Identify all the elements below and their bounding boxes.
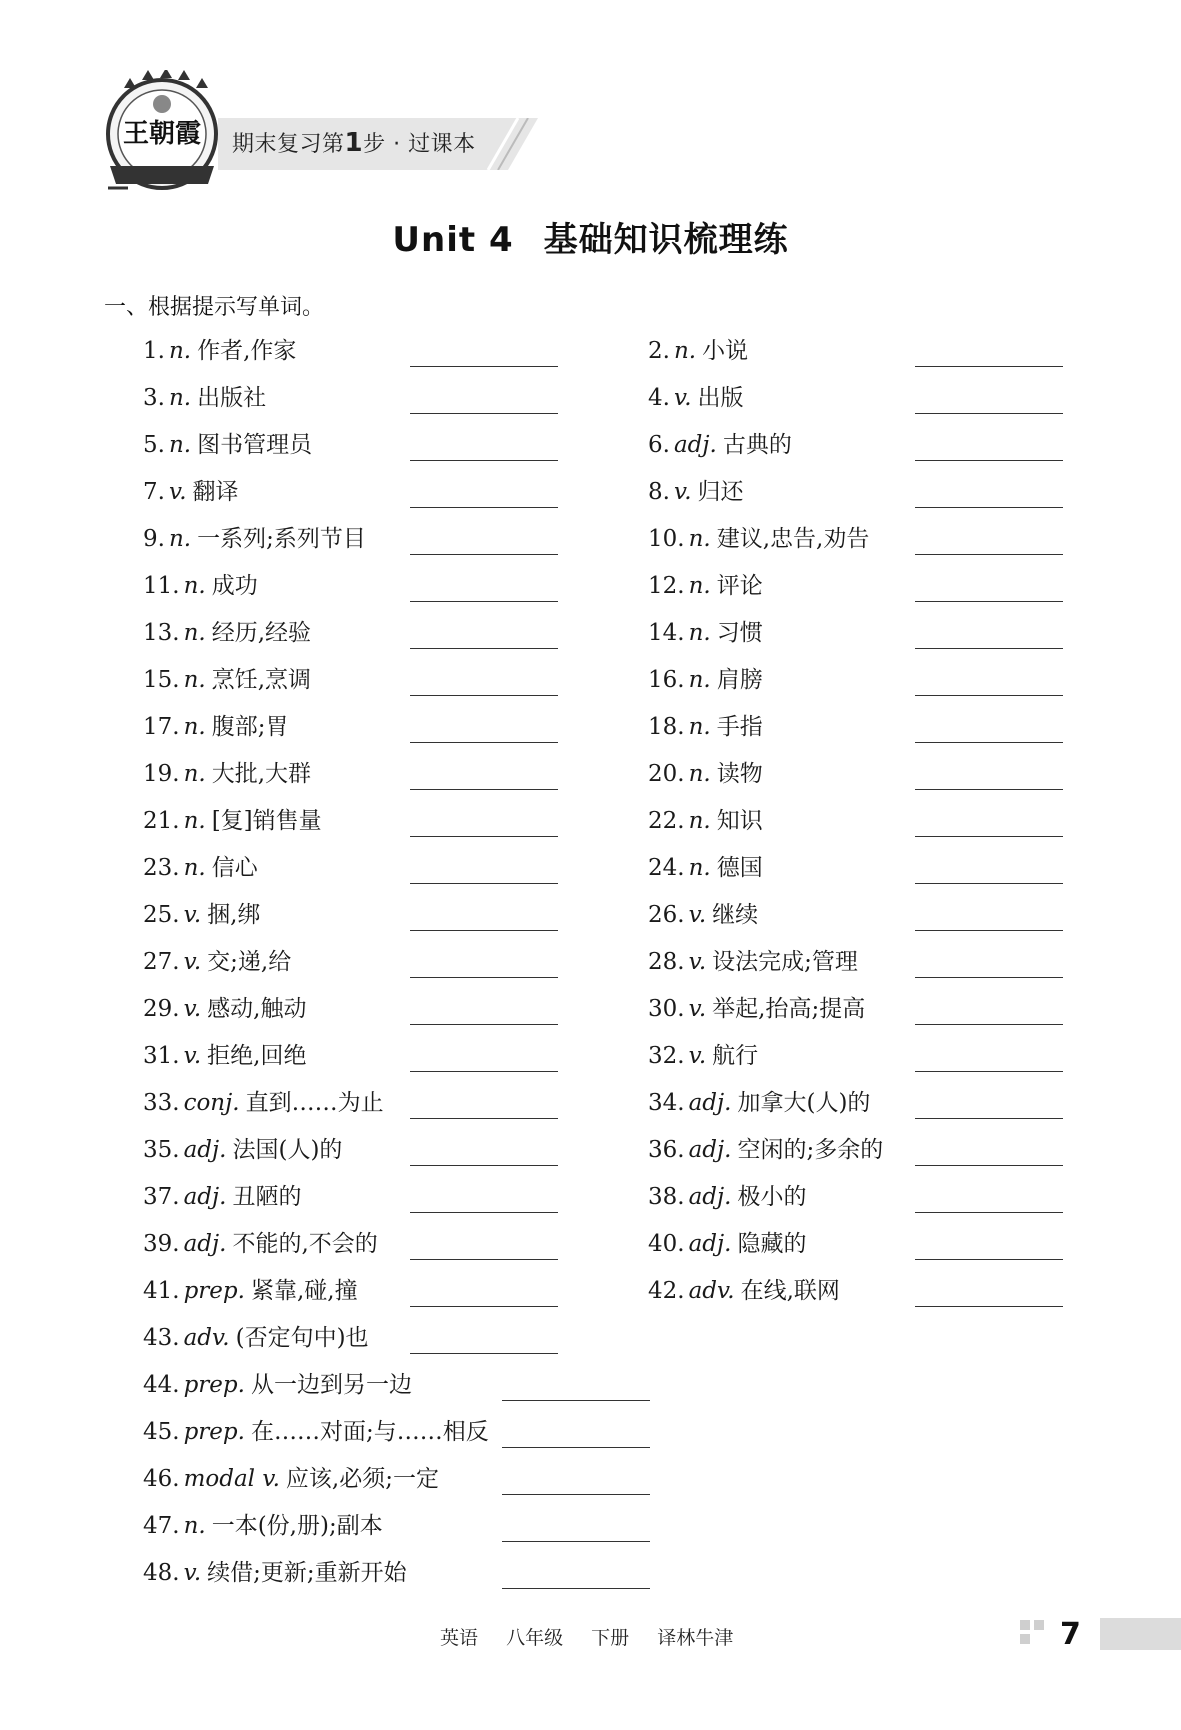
banner-suffix: 步 · 过课本 bbox=[363, 132, 476, 157]
item-number: 20. bbox=[648, 761, 685, 787]
list-item bbox=[648, 994, 865, 1024]
list-item bbox=[143, 1088, 384, 1118]
item-part-of-speech: prep. bbox=[183, 1372, 245, 1398]
answer-blank[interactable] bbox=[410, 413, 558, 414]
list-item bbox=[143, 430, 312, 460]
answer-blank[interactable] bbox=[915, 601, 1063, 602]
item-part-of-speech: prep. bbox=[183, 1419, 245, 1445]
item-meaning: 古典的 bbox=[722, 432, 792, 458]
list-item bbox=[143, 806, 322, 836]
item-meaning: 建议,忠告,劝告 bbox=[716, 526, 870, 552]
item-part-of-speech: n. bbox=[688, 526, 711, 552]
list-item bbox=[143, 383, 266, 413]
answer-blank[interactable] bbox=[915, 1071, 1063, 1072]
footer-decor bbox=[1020, 1634, 1030, 1644]
footer-info bbox=[440, 1623, 755, 1650]
item-meaning: 感动,触动 bbox=[207, 996, 307, 1022]
item-number: 42. bbox=[648, 1278, 685, 1304]
item-number: 4. bbox=[648, 385, 670, 411]
item-meaning: 知识 bbox=[716, 808, 763, 834]
list-item bbox=[143, 1370, 412, 1400]
item-part-of-speech: v. bbox=[688, 996, 707, 1022]
list-item bbox=[143, 712, 288, 742]
item-part-of-speech: n. bbox=[688, 573, 711, 599]
list-item bbox=[648, 1135, 883, 1165]
item-part-of-speech: v. bbox=[183, 902, 202, 928]
answer-blank[interactable] bbox=[915, 1306, 1063, 1307]
list-item bbox=[648, 665, 763, 695]
item-meaning: 设法完成;管理 bbox=[712, 949, 858, 975]
item-meaning: 翻译 bbox=[192, 479, 239, 505]
answer-blank[interactable] bbox=[915, 460, 1063, 461]
item-meaning: 作者,作家 bbox=[197, 338, 297, 364]
footer-grade: 八年级 bbox=[506, 1627, 564, 1649]
answer-blank[interactable] bbox=[502, 1447, 650, 1448]
item-number: 8. bbox=[648, 479, 670, 505]
item-meaning: 腹部;胃 bbox=[211, 714, 289, 740]
answer-blank[interactable] bbox=[502, 1494, 650, 1495]
item-meaning: 直到……为止 bbox=[245, 1090, 384, 1116]
item-number: 22. bbox=[648, 808, 685, 834]
item-part-of-speech: v. bbox=[688, 902, 707, 928]
item-number: 30. bbox=[648, 996, 685, 1022]
answer-blank[interactable] bbox=[915, 836, 1063, 837]
list-item bbox=[143, 1276, 358, 1306]
item-meaning: 丑陋的 bbox=[232, 1184, 302, 1210]
item-number: 44. bbox=[143, 1372, 180, 1398]
list-item bbox=[143, 524, 366, 554]
item-meaning: 烹饪,烹调 bbox=[211, 667, 312, 693]
list-item bbox=[648, 524, 869, 554]
list-item bbox=[648, 1229, 806, 1259]
item-part-of-speech: adj. bbox=[688, 1231, 732, 1257]
list-item bbox=[648, 900, 758, 930]
answer-blank[interactable] bbox=[915, 413, 1063, 414]
footer-subject: 英语 bbox=[440, 1627, 479, 1649]
answer-blank[interactable] bbox=[410, 883, 558, 884]
item-part-of-speech: v. bbox=[168, 479, 187, 505]
unit-label: Unit 4 bbox=[392, 220, 514, 260]
item-number: 46. bbox=[143, 1466, 180, 1492]
answer-blank[interactable] bbox=[915, 648, 1063, 649]
item-number: 37. bbox=[143, 1184, 180, 1210]
item-number: 25. bbox=[143, 902, 180, 928]
item-number: 34. bbox=[648, 1090, 685, 1116]
answer-blank[interactable] bbox=[502, 1400, 650, 1401]
footer-edition: 译林牛津 bbox=[657, 1627, 734, 1649]
answer-blank[interactable] bbox=[410, 977, 558, 978]
item-number: 40. bbox=[648, 1231, 685, 1257]
page-number-bar bbox=[1100, 1618, 1181, 1650]
item-meaning: [复]销售量 bbox=[211, 808, 322, 834]
answer-blank[interactable] bbox=[915, 1212, 1063, 1213]
item-meaning: 一系列;系列节目 bbox=[197, 526, 366, 552]
answer-blank[interactable] bbox=[915, 695, 1063, 696]
item-part-of-speech: n. bbox=[183, 761, 206, 787]
list-item bbox=[143, 1464, 439, 1494]
list-item bbox=[648, 618, 763, 648]
answer-blank[interactable] bbox=[410, 507, 558, 508]
item-part-of-speech: n. bbox=[183, 1513, 206, 1539]
item-part-of-speech: n. bbox=[688, 714, 711, 740]
item-number: 24. bbox=[648, 855, 685, 881]
answer-blank[interactable] bbox=[915, 883, 1063, 884]
answer-blank[interactable] bbox=[915, 789, 1063, 790]
list-item bbox=[143, 759, 311, 789]
item-meaning: 信心 bbox=[211, 855, 258, 881]
item-meaning: 法国(人)的 bbox=[232, 1137, 343, 1163]
item-meaning: 一本(份,册);副本 bbox=[211, 1513, 383, 1539]
answer-blank[interactable] bbox=[410, 742, 558, 743]
item-number: 27. bbox=[143, 949, 180, 975]
item-meaning: 加拿大(人)的 bbox=[737, 1090, 871, 1116]
item-meaning: 成功 bbox=[211, 573, 258, 599]
item-part-of-speech: n. bbox=[168, 526, 192, 552]
item-number: 43. bbox=[143, 1325, 180, 1351]
item-number: 9. bbox=[143, 526, 165, 552]
item-number: 47. bbox=[143, 1513, 180, 1539]
list-item bbox=[143, 947, 291, 977]
list-item bbox=[143, 994, 306, 1024]
list-item bbox=[648, 477, 744, 507]
topic-label: 基础知识梳理练 bbox=[543, 220, 789, 260]
page-title bbox=[0, 212, 1181, 261]
item-part-of-speech: n. bbox=[688, 620, 711, 646]
item-meaning: 手指 bbox=[716, 714, 763, 740]
item-meaning: 从一边到另一边 bbox=[250, 1372, 412, 1398]
answer-blank[interactable] bbox=[410, 1212, 558, 1213]
list-item bbox=[648, 853, 763, 883]
item-part-of-speech: v. bbox=[183, 1043, 202, 1069]
item-meaning: 出版社 bbox=[197, 385, 267, 411]
list-item bbox=[648, 806, 763, 836]
item-part-of-speech: n. bbox=[168, 385, 192, 411]
item-part-of-speech: n. bbox=[168, 432, 192, 458]
item-number: 36. bbox=[648, 1137, 685, 1163]
answer-blank[interactable] bbox=[410, 695, 558, 696]
item-part-of-speech: n. bbox=[688, 667, 711, 693]
answer-blank[interactable] bbox=[915, 1118, 1063, 1119]
item-part-of-speech: v. bbox=[688, 949, 707, 975]
item-part-of-speech: v. bbox=[183, 996, 202, 1022]
item-meaning: 出版 bbox=[697, 385, 744, 411]
item-part-of-speech: adj. bbox=[688, 1184, 732, 1210]
item-meaning: (否定句中)也 bbox=[235, 1325, 369, 1351]
item-number: 48. bbox=[143, 1560, 180, 1586]
item-number: 10. bbox=[648, 526, 685, 552]
list-item bbox=[648, 430, 792, 460]
item-part-of-speech: n. bbox=[688, 808, 711, 834]
item-part-of-speech: conj. bbox=[183, 1090, 240, 1116]
item-number: 3. bbox=[143, 385, 165, 411]
item-number: 29. bbox=[143, 996, 180, 1022]
item-meaning: 归还 bbox=[697, 479, 744, 505]
item-meaning: 紧靠,碰,撞 bbox=[250, 1278, 358, 1304]
item-number: 38. bbox=[648, 1184, 685, 1210]
item-meaning: 捆,绑 bbox=[207, 902, 261, 928]
item-meaning: 空闲的;多余的 bbox=[737, 1137, 884, 1163]
banner-prefix: 期末复习第 bbox=[232, 132, 345, 157]
item-part-of-speech: v. bbox=[183, 949, 202, 975]
item-meaning: 极小的 bbox=[737, 1184, 807, 1210]
item-meaning: 拒绝,回绝 bbox=[207, 1043, 307, 1069]
answer-blank[interactable] bbox=[410, 601, 558, 602]
item-number: 7. bbox=[143, 479, 165, 505]
item-part-of-speech: n. bbox=[183, 855, 206, 881]
item-part-of-speech: n. bbox=[183, 573, 206, 599]
item-part-of-speech: n. bbox=[673, 338, 697, 364]
item-number: 45. bbox=[143, 1419, 180, 1445]
list-item bbox=[143, 1511, 383, 1541]
item-number: 12. bbox=[648, 573, 685, 599]
item-number: 15. bbox=[143, 667, 180, 693]
item-meaning: 小说 bbox=[702, 338, 749, 364]
list-item bbox=[648, 1182, 806, 1212]
page-number: 7 bbox=[1060, 1617, 1081, 1652]
item-number: 14. bbox=[648, 620, 685, 646]
answer-blank[interactable] bbox=[410, 366, 558, 367]
item-meaning: 在线,联网 bbox=[740, 1278, 840, 1304]
item-number: 19. bbox=[143, 761, 180, 787]
item-number: 26. bbox=[648, 902, 685, 928]
list-item bbox=[648, 1088, 870, 1118]
list-item bbox=[143, 477, 239, 507]
item-meaning: 交;递,给 bbox=[207, 949, 292, 975]
answer-blank[interactable] bbox=[410, 1118, 558, 1119]
answer-blank[interactable] bbox=[410, 1071, 558, 1072]
answer-blank[interactable] bbox=[410, 1306, 558, 1307]
item-number: 28. bbox=[648, 949, 685, 975]
answer-blank[interactable] bbox=[915, 1165, 1063, 1166]
item-meaning: 评论 bbox=[716, 573, 763, 599]
footer-decor bbox=[1034, 1620, 1044, 1630]
item-part-of-speech: adj. bbox=[183, 1137, 227, 1163]
item-number: 5. bbox=[143, 432, 165, 458]
list-item bbox=[648, 336, 748, 366]
item-part-of-speech: n. bbox=[183, 714, 206, 740]
list-item bbox=[143, 336, 296, 366]
item-part-of-speech: v. bbox=[673, 385, 692, 411]
item-part-of-speech: adv. bbox=[688, 1278, 735, 1304]
item-number: 31. bbox=[143, 1043, 180, 1069]
item-meaning: 在……对面;与……相反 bbox=[250, 1419, 489, 1445]
item-part-of-speech: v. bbox=[688, 1043, 707, 1069]
answer-blank[interactable] bbox=[502, 1588, 650, 1589]
answer-blank[interactable] bbox=[915, 977, 1063, 978]
item-part-of-speech: prep. bbox=[183, 1278, 245, 1304]
answer-blank[interactable] bbox=[915, 507, 1063, 508]
list-item bbox=[648, 947, 858, 977]
item-meaning: 航行 bbox=[712, 1043, 759, 1069]
answer-blank[interactable] bbox=[915, 1024, 1063, 1025]
list-item bbox=[648, 1276, 840, 1306]
item-meaning: 德国 bbox=[716, 855, 763, 881]
item-meaning: 举起,抬高;提高 bbox=[712, 996, 866, 1022]
answer-blank[interactable] bbox=[410, 1024, 558, 1025]
list-item bbox=[143, 900, 260, 930]
item-meaning: 图书管理员 bbox=[197, 432, 313, 458]
list-item bbox=[143, 1417, 489, 1447]
list-item bbox=[143, 618, 311, 648]
item-part-of-speech: modal v. bbox=[183, 1466, 280, 1492]
item-meaning: 大批,大群 bbox=[211, 761, 312, 787]
list-item bbox=[143, 853, 258, 883]
answer-blank[interactable] bbox=[410, 648, 558, 649]
item-part-of-speech: n. bbox=[183, 667, 206, 693]
item-part-of-speech: adv. bbox=[183, 1325, 230, 1351]
item-part-of-speech: adj. bbox=[688, 1090, 732, 1116]
list-item bbox=[143, 1229, 378, 1259]
answer-blank[interactable] bbox=[410, 1165, 558, 1166]
item-part-of-speech: n. bbox=[688, 855, 711, 881]
item-part-of-speech: n. bbox=[168, 338, 192, 364]
item-meaning: 不能的,不会的 bbox=[232, 1231, 378, 1257]
item-part-of-speech: adj. bbox=[688, 1137, 732, 1163]
answer-blank[interactable] bbox=[915, 930, 1063, 931]
item-number: 6. bbox=[648, 432, 670, 458]
item-number: 13. bbox=[143, 620, 180, 646]
list-item bbox=[143, 1135, 342, 1165]
list-item bbox=[648, 759, 763, 789]
item-part-of-speech: n. bbox=[183, 808, 206, 834]
list-item bbox=[648, 712, 763, 742]
item-meaning: 读物 bbox=[716, 761, 763, 787]
answer-blank[interactable] bbox=[915, 366, 1063, 367]
answer-blank[interactable] bbox=[915, 1259, 1063, 1260]
answer-blank[interactable] bbox=[410, 789, 558, 790]
item-number: 1. bbox=[143, 338, 165, 364]
list-item bbox=[143, 665, 311, 695]
footer-decor bbox=[1020, 1620, 1030, 1630]
item-meaning: 肩膀 bbox=[716, 667, 763, 693]
item-part-of-speech: n. bbox=[688, 761, 711, 787]
footer-volume: 下册 bbox=[591, 1627, 630, 1649]
item-number: 33. bbox=[143, 1090, 180, 1116]
item-number: 39. bbox=[143, 1231, 180, 1257]
answer-blank[interactable] bbox=[410, 554, 558, 555]
item-meaning: 习惯 bbox=[716, 620, 763, 646]
item-part-of-speech: adj. bbox=[183, 1184, 227, 1210]
item-number: 11. bbox=[143, 573, 180, 599]
item-number: 16. bbox=[648, 667, 685, 693]
list-item bbox=[648, 571, 763, 601]
item-meaning: 经历,经验 bbox=[211, 620, 312, 646]
item-meaning: 应该,必须;一定 bbox=[285, 1466, 439, 1492]
answer-blank[interactable] bbox=[410, 460, 558, 461]
answer-blank[interactable] bbox=[410, 1259, 558, 1260]
item-meaning: 隐藏的 bbox=[737, 1231, 807, 1257]
item-number: 32. bbox=[648, 1043, 685, 1069]
item-part-of-speech: adj. bbox=[183, 1231, 227, 1257]
answer-blank[interactable] bbox=[410, 836, 558, 837]
list-item bbox=[143, 1182, 301, 1212]
banner-text bbox=[232, 127, 476, 158]
answer-blank[interactable] bbox=[410, 1353, 558, 1354]
brand-logo bbox=[100, 70, 224, 202]
item-meaning: 继续 bbox=[712, 902, 759, 928]
answer-blank[interactable] bbox=[915, 742, 1063, 743]
item-meaning: 续借;更新;重新开始 bbox=[207, 1560, 407, 1586]
item-part-of-speech: v. bbox=[673, 479, 692, 505]
item-number: 23. bbox=[143, 855, 180, 881]
list-item bbox=[648, 383, 744, 413]
item-number: 18. bbox=[648, 714, 685, 740]
item-number: 17. bbox=[143, 714, 180, 740]
item-number: 21. bbox=[143, 808, 180, 834]
list-item bbox=[143, 1558, 407, 1588]
brand-name: 王朝霞 bbox=[122, 119, 202, 149]
list-item bbox=[143, 571, 258, 601]
item-number: 41. bbox=[143, 1278, 180, 1304]
list-item bbox=[143, 1041, 306, 1071]
item-part-of-speech: adj. bbox=[673, 432, 717, 458]
banner-step-number: 1 bbox=[344, 128, 364, 158]
answer-blank[interactable] bbox=[502, 1541, 650, 1542]
item-part-of-speech: n. bbox=[183, 620, 206, 646]
answer-blank[interactable] bbox=[410, 930, 558, 931]
section-heading: 一、根据提示写单词。 bbox=[104, 295, 325, 320]
item-part-of-speech: v. bbox=[183, 1560, 202, 1586]
list-item bbox=[648, 1041, 758, 1071]
item-number: 35. bbox=[143, 1137, 180, 1163]
answer-blank[interactable] bbox=[915, 554, 1063, 555]
list-item bbox=[143, 1323, 369, 1353]
item-number: 2. bbox=[648, 338, 670, 364]
